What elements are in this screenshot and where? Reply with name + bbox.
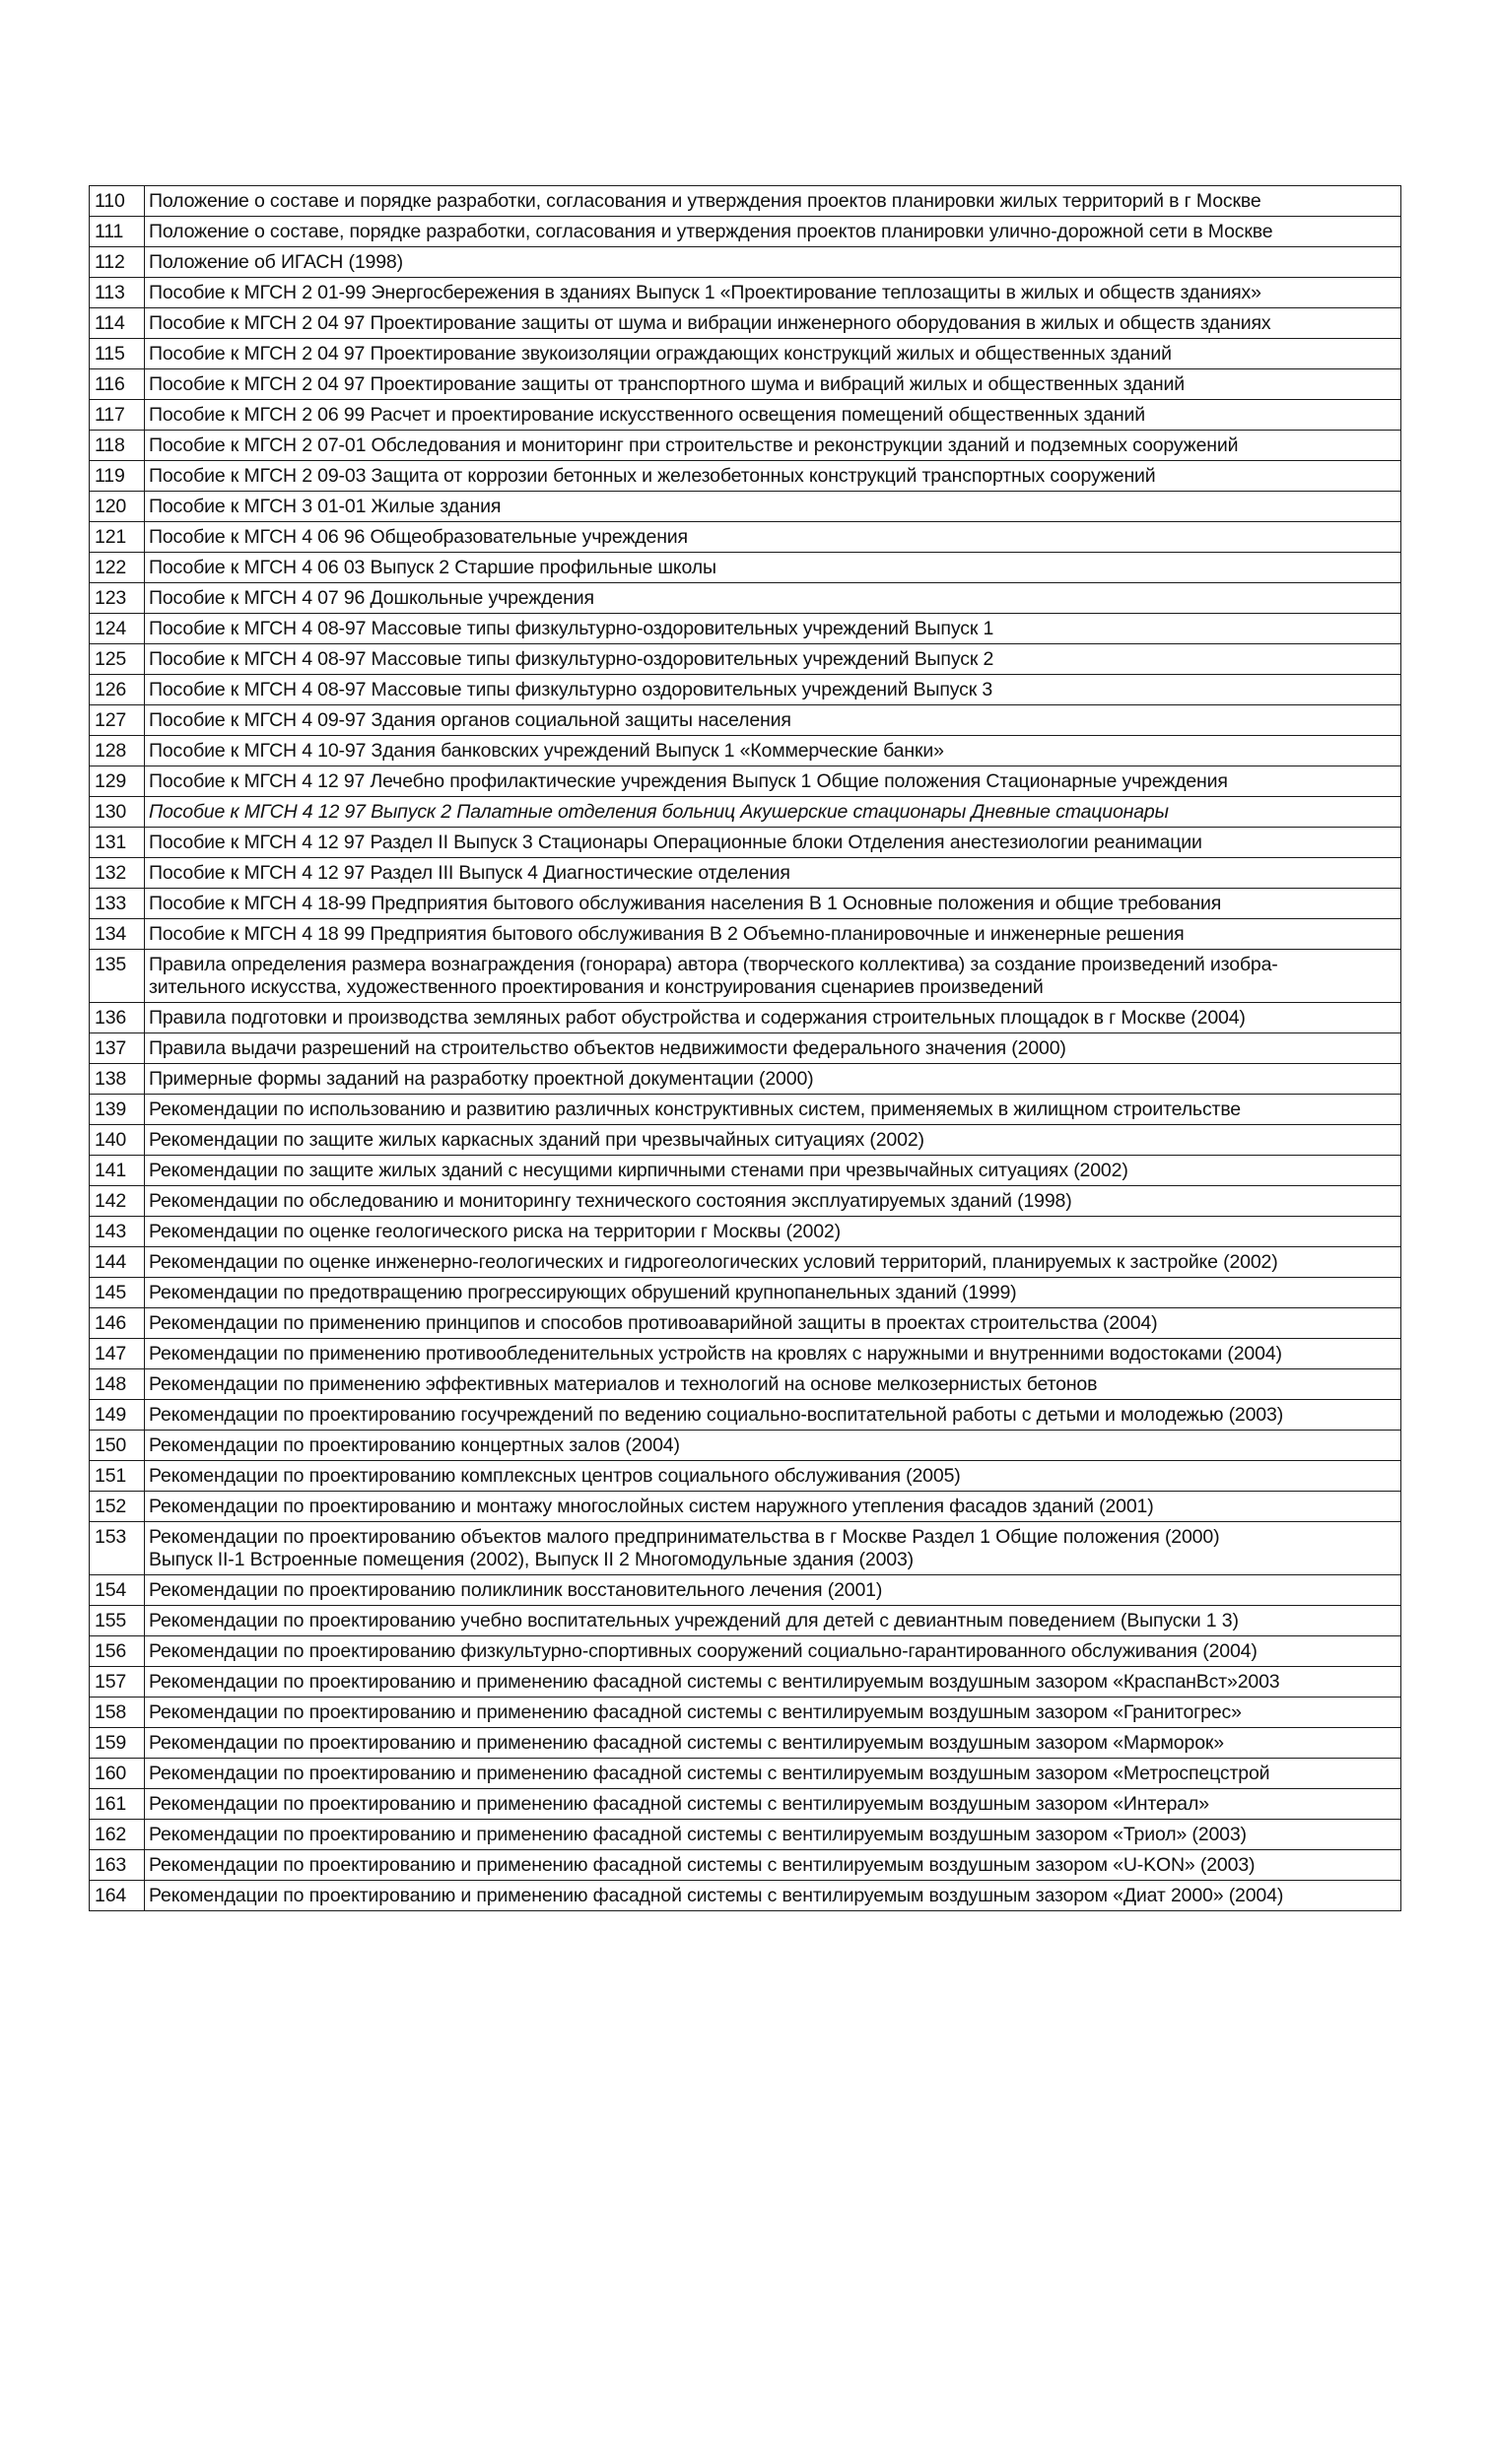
document-title	[145, 1095, 1401, 1125]
document-title	[145, 614, 1401, 644]
document-title-line: Рекомендации по оценке геологического риска на территории г Москвы (2002)	[149, 1221, 841, 1242]
row-number: 120	[90, 492, 145, 522]
document-title	[145, 431, 1401, 461]
document-title	[145, 492, 1401, 522]
document-title-line: Правила определения размера вознаграждения (гонорара) автора (творческого коллектива) за создание произведений изобра-	[149, 954, 1278, 975]
document-title	[145, 1339, 1401, 1369]
document-title-line: Рекомендации по проектированию госучреждений по ведению социально-воспитательной работы с детьми и молодежью (2003)	[149, 1404, 1284, 1426]
row-number: 155	[90, 1606, 145, 1636]
document-title-line: Рекомендации по обследованию и мониторингу технического состояния эксплуатируемых зданий (1998)	[149, 1190, 1072, 1212]
document-title	[145, 736, 1401, 766]
row-number: 130	[90, 797, 145, 828]
table-row	[90, 797, 1401, 828]
document-title	[145, 889, 1401, 919]
table-row	[90, 1095, 1401, 1125]
row-number: 150	[90, 1431, 145, 1461]
document-table-body	[90, 186, 1401, 1911]
document-title-line: Пособие к МГСН 2 04 97 Проектирование звукоизоляции ограждающих конструкций жилых и общественных зданий	[149, 343, 1172, 365]
row-number: 110	[90, 186, 145, 217]
document-title-line: Рекомендации по проектированию и применению фасадной системы с вентилируемым воздушным зазором «Интерал»	[149, 1793, 1209, 1815]
row-number: 117	[90, 400, 145, 431]
row-number: 148	[90, 1369, 145, 1400]
document-title-line: Пособие к МГСН 4 06 03 Выпуск 2 Старшие профильные школы	[149, 557, 716, 578]
row-number: 134	[90, 919, 145, 950]
document-title-line: Рекомендации по проектированию комплексных центров социального обслуживания (2005)	[149, 1465, 961, 1487]
table-row	[90, 1217, 1401, 1247]
document-title-line: Рекомендации по применению принципов и способов противоаварийной защиты в проектах строительства (2004)	[149, 1312, 1158, 1334]
row-number: 111	[90, 217, 145, 247]
table-row	[90, 1003, 1401, 1033]
document-title-line: Рекомендации по защите жилых зданий с несущими кирпичными стенами при чрезвычайных ситуациях (2002)	[149, 1160, 1128, 1181]
document-title	[145, 1606, 1401, 1636]
table-row	[90, 1125, 1401, 1156]
table-row	[90, 278, 1401, 308]
document-title-line: Пособие к МГСН 4 18 99 Предприятия бытового обслуживания В 2 Объемно-планировочные и инженерные решения	[149, 923, 1185, 945]
row-number: 135	[90, 950, 145, 1003]
document-title-line: Рекомендации по проектированию и применению фасадной системы с вентилируемым воздушным зазором «Метроспецстрой	[149, 1763, 1270, 1784]
document-title	[145, 828, 1401, 858]
row-number: 139	[90, 1095, 145, 1125]
document-title-line: Рекомендации по проектированию физкультурно-спортивных сооружений социально-гарантированного обслуживания (2004)	[149, 1640, 1258, 1662]
table-row	[90, 675, 1401, 705]
row-number: 137	[90, 1033, 145, 1064]
document-title	[145, 675, 1401, 705]
document-title	[145, 1247, 1401, 1278]
document-title	[145, 1003, 1401, 1033]
document-title	[145, 1186, 1401, 1217]
row-number: 160	[90, 1759, 145, 1789]
table-row	[90, 1492, 1401, 1522]
document-title	[145, 1522, 1401, 1575]
document-title-line: Рекомендации по проектированию и применению фасадной системы с вентилируемым воздушным зазором «Триол» (2003)	[149, 1824, 1247, 1845]
row-number: 116	[90, 369, 145, 400]
document-title	[145, 1789, 1401, 1820]
table-row	[90, 339, 1401, 369]
document-table	[89, 185, 1401, 1911]
table-row	[90, 1522, 1401, 1575]
row-number: 159	[90, 1728, 145, 1759]
document-title	[145, 186, 1401, 217]
table-row	[90, 1789, 1401, 1820]
table-row	[90, 919, 1401, 950]
table-row	[90, 1308, 1401, 1339]
table-row	[90, 1247, 1401, 1278]
document-title	[145, 522, 1401, 553]
row-number: 138	[90, 1064, 145, 1095]
row-number: 149	[90, 1400, 145, 1431]
table-row	[90, 1033, 1401, 1064]
document-title-line: Рекомендации по применению противообледенительных устройств на кровлях с наружными и внутренними водостоками (2004)	[149, 1343, 1282, 1365]
document-title-line: Пособие к МГСН 4 12 97 Раздел II Выпуск 3 Стационары Операционные блоки Отделения анестезиологии реанимации	[149, 832, 1202, 853]
document-title	[145, 1308, 1401, 1339]
table-row	[90, 1820, 1401, 1850]
table-row	[90, 1064, 1401, 1095]
table-row	[90, 1339, 1401, 1369]
document-title-line: Пособие к МГСН 2 04 97 Проектирование защиты от транспортного шума и вибраций жилых и общественных зданий	[149, 373, 1186, 395]
row-number: 113	[90, 278, 145, 308]
row-number: 158	[90, 1698, 145, 1728]
table-row	[90, 950, 1401, 1003]
row-number: 122	[90, 553, 145, 583]
document-title-line: Пособие к МГСН 4 12 97 Выпуск 2 Палатные отделения больниц Акушерские стационары Дневные стационары	[149, 801, 1169, 823]
document-title	[145, 369, 1401, 400]
table-row	[90, 644, 1401, 675]
table-row	[90, 522, 1401, 553]
table-row	[90, 1431, 1401, 1461]
document-title-line: Рекомендации по проектированию и применению фасадной системы с вентилируемым воздушным зазором «U-KON» (2003)	[149, 1854, 1256, 1876]
document-title-line: Рекомендации по проектированию объектов малого предпринимательства в г Москве Раздел 1 Общие положения (2000)	[149, 1526, 1220, 1548]
row-number: 121	[90, 522, 145, 553]
document-title	[145, 1125, 1401, 1156]
row-number: 145	[90, 1278, 145, 1308]
row-number: 153	[90, 1522, 145, 1575]
table-row	[90, 1156, 1401, 1186]
row-number: 132	[90, 858, 145, 889]
document-title-line: Пособие к МГСН 2 07-01 Обследования и мониторинг при строительстве и реконструкции зданий и подземных сооружений	[149, 434, 1239, 456]
document-title	[145, 247, 1401, 278]
table-row	[90, 736, 1401, 766]
row-number: 114	[90, 308, 145, 339]
document-title-line: Пособие к МГСН 4 08-97 Массовые типы физкультурно-оздоровительных учреждений Выпуск 2	[149, 648, 994, 670]
document-title	[145, 308, 1401, 339]
document-title-line: Выпуск II-1 Встроенные помещения (2002), Выпуск II 2 Многомодульные здания (2003)	[149, 1549, 915, 1570]
document-title	[145, 1431, 1401, 1461]
row-number: 141	[90, 1156, 145, 1186]
document-title	[145, 583, 1401, 614]
document-title-line: Пособие к МГСН 4 08-97 Массовые типы физкультурно оздоровительных учреждений Выпуск 3	[149, 679, 993, 700]
row-number: 115	[90, 339, 145, 369]
table-row	[90, 1606, 1401, 1636]
document-title	[145, 1033, 1401, 1064]
row-number: 156	[90, 1636, 145, 1667]
document-title-line: Рекомендации по проектированию и применению фасадной системы с вентилируемым воздушным зазором «Диат 2000» (2004)	[149, 1885, 1284, 1906]
row-number: 131	[90, 828, 145, 858]
document-title-line: Положение о составе, порядке разработки, согласования и утверждения проектов планировки улично-дорожной сети в Москве	[149, 221, 1273, 242]
document-title-line: Рекомендации по защите жилых каркасных зданий при чрезвычайных ситуациях (2002)	[149, 1129, 924, 1151]
document-title	[145, 1278, 1401, 1308]
document-title-line: Пособие к МГСН 4 09-97 Здания органов социальной защиты населения	[149, 709, 791, 731]
document-title	[145, 217, 1401, 247]
document-title	[145, 1820, 1401, 1850]
document-title-line: Положение об ИГАСН (1998)	[149, 251, 403, 273]
document-title	[145, 644, 1401, 675]
document-title-line: Рекомендации по проектированию и применению фасадной системы с вентилируемым воздушным зазором «Гранитогрес»	[149, 1701, 1242, 1723]
table-row	[90, 308, 1401, 339]
document-title-line: Пособие к МГСН 4 12 97 Раздел III Выпуск 4 Диагностические отделения	[149, 862, 790, 884]
document-title-line: Пособие к МГСН 4 08-97 Массовые типы физкультурно-оздоровительных учреждений Выпуск 1	[149, 618, 994, 639]
table-row	[90, 553, 1401, 583]
document-title-line: Рекомендации по предотвращению прогрессирующих обрушений крупнопанельных зданий (1999)	[149, 1282, 1017, 1303]
row-number: 157	[90, 1667, 145, 1698]
table-row	[90, 1400, 1401, 1431]
document-title	[145, 1217, 1401, 1247]
row-number: 164	[90, 1881, 145, 1911]
table-row	[90, 766, 1401, 797]
document-title	[145, 1698, 1401, 1728]
row-number: 118	[90, 431, 145, 461]
table-row	[90, 828, 1401, 858]
document-title-line: Пособие к МГСН 2 09-03 Защита от коррозии бетонных и железобетонных конструкций транспортных сооружений	[149, 465, 1156, 487]
row-number: 136	[90, 1003, 145, 1033]
document-title	[145, 278, 1401, 308]
row-number: 146	[90, 1308, 145, 1339]
document-title-line: Рекомендации по проектированию учебно воспитательных учреждений для детей с девиантным поведением (Выпуски 1 3)	[149, 1610, 1239, 1632]
table-row	[90, 1850, 1401, 1881]
document-title-line: Примерные формы заданий на разработку проектной документации (2000)	[149, 1068, 814, 1090]
document-title-line: Положение о составе и порядке разработки, согласования и утверждения проектов планировки жилых территорий в г Москве	[149, 190, 1261, 212]
document-title	[145, 1492, 1401, 1522]
table-row	[90, 1186, 1401, 1217]
document-title-line: Пособие к МГСН 4 06 96 Общеобразовательные учреждения	[149, 526, 688, 548]
row-number: 128	[90, 736, 145, 766]
document-title	[145, 1759, 1401, 1789]
table-row	[90, 858, 1401, 889]
row-number: 125	[90, 644, 145, 675]
table-row	[90, 1636, 1401, 1667]
document-title-line: Пособие к МГСН 4 18-99 Предприятия бытового обслуживания населения В 1 Основные положения и общие требования	[149, 893, 1222, 914]
document-title-line: Правила выдачи разрешений на строительство объектов недвижимости федерального значения (2000)	[149, 1037, 1066, 1059]
document-title	[145, 1369, 1401, 1400]
document-title	[145, 705, 1401, 736]
document-title	[145, 797, 1401, 828]
document-title	[145, 950, 1401, 1003]
table-row	[90, 1575, 1401, 1606]
row-number: 147	[90, 1339, 145, 1369]
document-title	[145, 1461, 1401, 1492]
document-title-line: Рекомендации по оценке инженерно-геологических и гидрогеологических условий территорий, планируемых к застройке (2002)	[149, 1251, 1278, 1273]
row-number: 123	[90, 583, 145, 614]
row-number: 143	[90, 1217, 145, 1247]
table-row	[90, 186, 1401, 217]
document-title	[145, 1881, 1401, 1911]
document-title-line: Пособие к МГСН 4 07 96 Дошкольные учреждения	[149, 587, 594, 609]
document-title	[145, 858, 1401, 889]
document-title	[145, 339, 1401, 369]
row-number: 119	[90, 461, 145, 492]
document-title-line: Рекомендации по проектированию и применению фасадной системы с вентилируемым воздушным зазором «КраспанВст»2003	[149, 1671, 1280, 1693]
document-title-line: Рекомендации по применению эффективных материалов и технологий на основе мелкозернистых бетонов	[149, 1373, 1098, 1395]
table-row	[90, 1881, 1401, 1911]
document-title-line: Пособие к МГСН 4 12 97 Лечебно профилактические учреждения Выпуск 1 Общие положения Стационарные учреждения	[149, 770, 1228, 792]
document-title-line: Пособие к МГСН 2 06 99 Расчет и проектирование искусственного освещения помещений общественных зданий	[149, 404, 1146, 426]
table-row	[90, 583, 1401, 614]
document-title	[145, 461, 1401, 492]
row-number: 144	[90, 1247, 145, 1278]
row-number: 151	[90, 1461, 145, 1492]
document-title-line: зительного искусства, художественного проектирования и конструирования сценариев произведений	[149, 976, 1044, 998]
document-title	[145, 1064, 1401, 1095]
row-number: 129	[90, 766, 145, 797]
document-title	[145, 919, 1401, 950]
document-title-line: Рекомендации по использованию и развитию различных конструктивных систем, применяемых в жилищном строительстве	[149, 1099, 1242, 1120]
table-row	[90, 461, 1401, 492]
table-row	[90, 217, 1401, 247]
row-number: 161	[90, 1789, 145, 1820]
table-row	[90, 1667, 1401, 1698]
table-row	[90, 889, 1401, 919]
document-title	[145, 1636, 1401, 1667]
document-title-line: Рекомендации по проектированию концертных залов (2004)	[149, 1434, 680, 1456]
document-title-line: Пособие к МГСН 2 01-99 Энергосбережения в зданиях Выпуск 1 «Проектирование теплозащиты в жилых и обществ зданиях»	[149, 282, 1261, 303]
document-title	[145, 1400, 1401, 1431]
document-title-line: Рекомендации по проектированию поликлиник восстановительного лечения (2001)	[149, 1579, 883, 1601]
table-row	[90, 705, 1401, 736]
document-title-line: Правила подготовки и производства земляных работ обустройства и содержания строительных площадок в г Москве (2004)	[149, 1007, 1246, 1029]
document-title	[145, 766, 1401, 797]
document-title	[145, 1850, 1401, 1881]
row-number: 152	[90, 1492, 145, 1522]
row-number: 162	[90, 1820, 145, 1850]
document-title-line: Рекомендации по проектированию и применению фасадной системы с вентилируемым воздушным зазором «Марморок»	[149, 1732, 1224, 1754]
row-number: 140	[90, 1125, 145, 1156]
document-title	[145, 400, 1401, 431]
table-row	[90, 1698, 1401, 1728]
table-row	[90, 1278, 1401, 1308]
table-row	[90, 369, 1401, 400]
table-row	[90, 1728, 1401, 1759]
row-number: 163	[90, 1850, 145, 1881]
row-number: 142	[90, 1186, 145, 1217]
table-row	[90, 492, 1401, 522]
document-title	[145, 1728, 1401, 1759]
document-title	[145, 1575, 1401, 1606]
document-title-line: Пособие к МГСН 4 10-97 Здания банковских учреждений Выпуск 1 «Коммерческие банки»	[149, 740, 944, 762]
document-title	[145, 1156, 1401, 1186]
row-number: 133	[90, 889, 145, 919]
row-number: 124	[90, 614, 145, 644]
table-row	[90, 247, 1401, 278]
table-row	[90, 1759, 1401, 1789]
table-row	[90, 614, 1401, 644]
document-title-line: Пособие к МГСН 2 04 97 Проектирование защиты от шума и вибрации инженерного оборудования в жилых и обществ зданиях	[149, 312, 1271, 334]
table-row	[90, 400, 1401, 431]
document-title-line: Пособие к МГСН 3 01-01 Жилые здания	[149, 496, 502, 517]
table-row	[90, 1369, 1401, 1400]
document-title	[145, 553, 1401, 583]
table-row	[90, 1461, 1401, 1492]
row-number: 154	[90, 1575, 145, 1606]
row-number: 127	[90, 705, 145, 736]
table-row	[90, 431, 1401, 461]
row-number: 112	[90, 247, 145, 278]
document-title-line: Рекомендации по проектированию и монтажу многослойных систем наружного утепления фасадов зданий (2001)	[149, 1496, 1154, 1517]
row-number: 126	[90, 675, 145, 705]
document-title	[145, 1667, 1401, 1698]
